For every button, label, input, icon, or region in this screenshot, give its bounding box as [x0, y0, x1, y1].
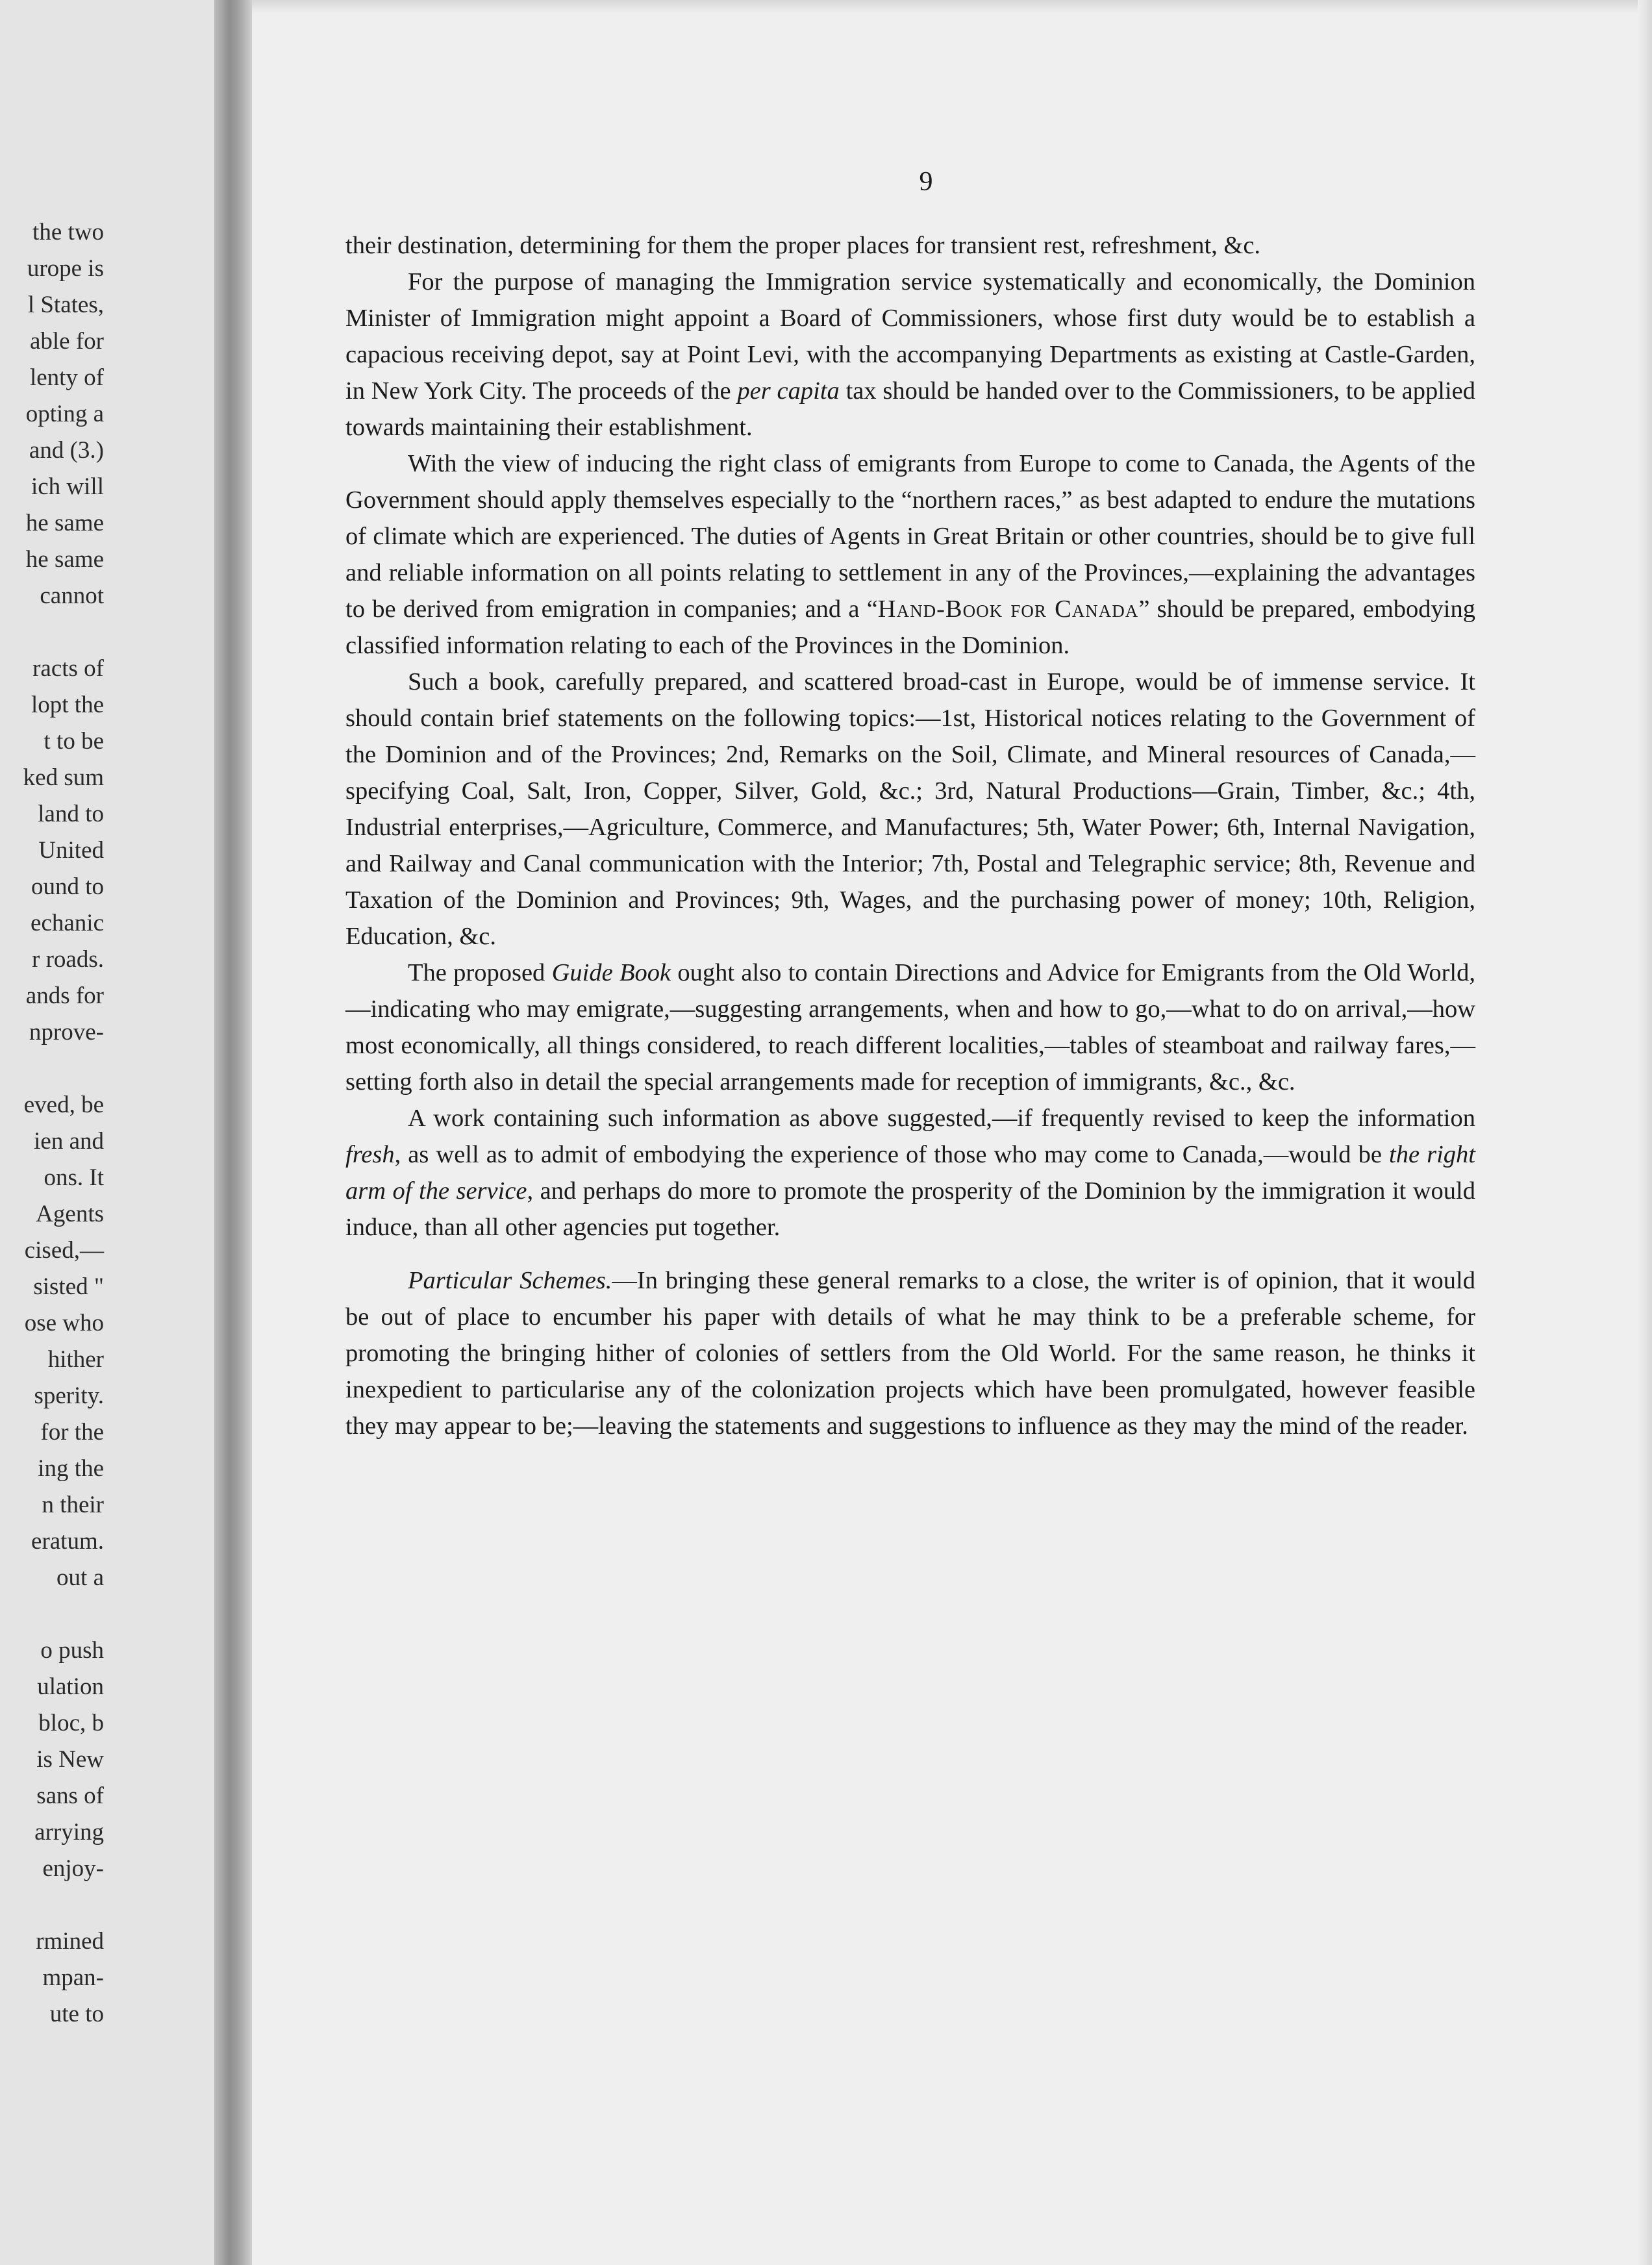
- paragraph-continuation: their destination, determining for them the proper places for transient rest, refreshment, &c.: [345, 232, 1261, 259]
- paragraph-text: , and perhaps do more to promote the prosperity of the Dominion by the immigration it would induce, than all other agencies put together.: [345, 1177, 1475, 1241]
- facing-page-line: lenty of: [29, 364, 104, 391]
- facing-page-line: r roads.: [32, 946, 104, 973]
- facing-page-line: ich will: [31, 473, 104, 500]
- facing-page-line: ons. It: [44, 1164, 104, 1191]
- facing-page-line: cised,—: [24, 1237, 104, 1264]
- facing-page-line: nprove-: [29, 1019, 104, 1045]
- facing-page-line: mpan-: [42, 1964, 104, 1991]
- page-body: [345, 227, 1475, 1444]
- italic-term: per capita: [737, 377, 840, 405]
- paragraph-text: For the purpose of managing the Immigration service systematically and economically, the Dominion Minister of Immigration might appoint a Board of Commissioners, whose first duty would be to establish a capacious receiving depot, say at Point Levi, with the accompanying Departments as existing at Castle-Garden, in New York City. The proceeds of the: [345, 268, 1475, 405]
- facing-page-line: sans of: [36, 1783, 104, 1809]
- paragraph-text: With the view of inducing the right class of emigrants from Europe to come to Canada, the Agents of the Government should apply themselves especially to the “northern races,” as best adapted to endure the mutations of climate which are experienced. The duties of Agents in Great Britain or other countries, should be to give full and reliable information on all points relating to settlement in any of the Provinces,—explaining the advantages to be derived from emigration in companies; and a “: [345, 450, 1475, 623]
- paragraph-topics: Such a book, carefully prepared, and scattered broad-cast in Europe, would be of immense service. It should contain brief statements on the following topics:—1st, Historical notices relating to the Government of the Dominion and of the Provinces; 2nd, Remarks on the Soil, Climate, and Mineral resources of Canada,—specifying Coal, Salt, Iron, Copper, Silver, Gold, &c.; 3rd, Natural Productions—Grain, Timber, &c.; 4th, Industrial enterprises,—Agriculture, Commerce, and Manufactures; 5th, Water Power; 6th, Internal Navigation, and Railway and Canal communication with the Interior; 7th, Postal and Telegraphic service; 8th, Revenue and Taxation of the Dominion and Provinces; 9th, Wages, and the purchasing power of money; 10th, Religion, Education, &c.: [345, 668, 1475, 950]
- book-gutter: [214, 0, 252, 2265]
- facing-page-line: eved, be: [23, 1092, 104, 1118]
- paragraph-text: The proposed: [408, 959, 552, 986]
- handbook-title: Hand-Book for Canada: [877, 595, 1139, 623]
- facing-page-line: ked sum: [23, 764, 104, 791]
- facing-page-line: ound to: [31, 873, 104, 900]
- page-top-shadow: [252, 0, 1652, 13]
- facing-page-line: ing the: [38, 1455, 104, 1482]
- facing-page-line: United: [38, 837, 104, 864]
- italic-term: Guide Book: [551, 959, 671, 986]
- paragraph-text: ” should be prepared, embodying classified information relating to each of the Provinces in the Dominion.: [345, 595, 1475, 659]
- paragraph-text: , as well as to admit of embodying the experience of those who may come to Canada,—would be: [394, 1141, 1390, 1168]
- facing-page-line: n their: [42, 1492, 104, 1518]
- italic-term: fresh: [345, 1141, 395, 1168]
- facing-page-line: the two: [32, 219, 104, 245]
- paragraph-board-of-commissioners: [345, 264, 1475, 445]
- facing-page-line: ute to: [49, 2001, 104, 2027]
- facing-page-line: t to be: [44, 728, 104, 755]
- facing-page-line: l States,: [27, 292, 104, 318]
- facing-page-line: o push: [40, 1637, 104, 1664]
- paragraph-particular-schemes: [345, 1262, 1475, 1444]
- facing-page-line: eratum.: [31, 1528, 104, 1555]
- facing-page-line: hither: [47, 1346, 104, 1373]
- paragraph-work: [345, 1100, 1475, 1245]
- facing-page-line: rmined: [36, 1928, 104, 1955]
- facing-page-line: for the: [40, 1419, 104, 1445]
- facing-page-line: ien and: [34, 1128, 104, 1155]
- facing-page-line: Agents: [36, 1201, 104, 1227]
- paragraph-text: —In bringing these general remarks to a close, the writer is of opinion, that it would be out of place to encumber his paper with details of what he may think to be a preferable scheme, for promoting the bringing hither of colonies of settlers from the Old World. For the same reason, he thinks it inexpedient to particularise any of the colonization projects which have been promulgated, however feasible they may appear to be;—leaving the statements and suggestions to influence as they may the mind of the reader.: [345, 1267, 1475, 1440]
- facing-page-line: land to: [38, 801, 104, 827]
- paragraph-text: A work containing such information as above suggested,—if frequently revised to keep the information: [408, 1105, 1475, 1132]
- facing-page-line: sperity.: [34, 1383, 104, 1409]
- page-number: 9: [919, 167, 933, 197]
- facing-page-line: enjoy-: [42, 1855, 104, 1882]
- facing-page-line: ulation: [37, 1673, 104, 1700]
- facing-page: [0, 0, 214, 2265]
- facing-page-line: he same: [25, 546, 104, 573]
- facing-page-line: opting a: [25, 401, 104, 427]
- facing-page-line: he same: [25, 510, 104, 536]
- page-right-edge: [1638, 0, 1652, 2265]
- facing-page-line: cannot: [40, 582, 104, 609]
- facing-page-line: racts of: [32, 655, 104, 682]
- paragraph-guide-book: [345, 955, 1475, 1100]
- facing-page-line: ose who: [24, 1310, 104, 1336]
- facing-page-line: arrying: [34, 1819, 104, 1846]
- facing-page-line: able for: [29, 328, 104, 355]
- paragraph-text: ought also to contain Directions and Advice for Emigrants from the Old World,—indicating who may emigrate,—suggesting arrangements, when and how to go,—what to do on arrival,—how most economically, all things considered, to reach different localities,—tables of steamboat and railway fares,—setting forth also in detail the special arrangements made for reception of immigrants, &c., &c.: [345, 959, 1475, 1095]
- paragraph-text: tax should be handed over to the Commissioners, to be applied towards maintaining their establishment.: [345, 377, 1476, 441]
- section-heading: Particular Schemes.: [408, 1267, 612, 1294]
- facing-page-line: and (3.): [29, 437, 104, 464]
- facing-page-line: urope is: [27, 255, 104, 282]
- facing-page-line: sisted ": [33, 1273, 104, 1300]
- facing-page-line: ands for: [25, 982, 104, 1009]
- facing-page-line: is New: [36, 1746, 104, 1773]
- facing-page-line: bloc, b: [38, 1710, 104, 1736]
- facing-page-line: lopt the: [31, 692, 104, 718]
- italic-term: the right arm of the service: [345, 1141, 1475, 1205]
- paragraph-agents: [345, 445, 1475, 664]
- facing-page-line: out a: [56, 1564, 104, 1591]
- facing-page-line: echanic: [31, 910, 104, 936]
